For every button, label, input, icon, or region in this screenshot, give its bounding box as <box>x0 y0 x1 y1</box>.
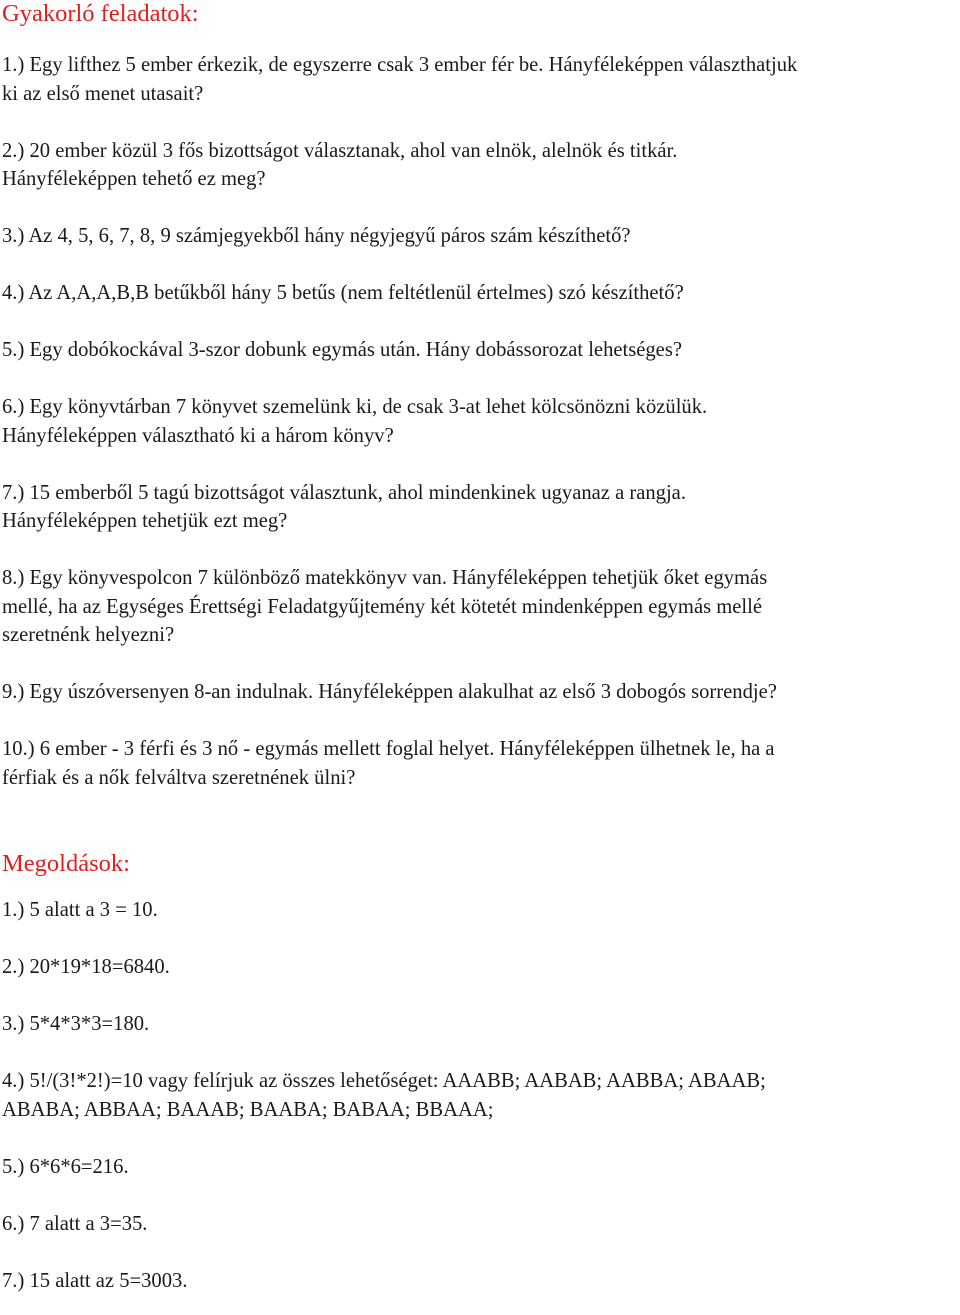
exercise-line: Hányféleképpen választható ki a három könyv? <box>2 424 394 447</box>
solution-item <box>2 1067 952 1124</box>
exercise-item <box>2 678 952 707</box>
solution-line: 2.) 20*19*18=6840. <box>2 956 170 978</box>
solution-line: 6.) 7 alatt a 3=35. <box>2 1212 148 1235</box>
solution-line: 7.) 15 alatt az 5=3003. <box>2 1269 188 1292</box>
exercise-item <box>2 137 952 194</box>
solution-item <box>2 953 952 982</box>
exercise-item <box>2 393 952 450</box>
exercise-line: Hányféleképpen tehetjük ezt meg? <box>2 510 288 532</box>
exercise-line: mellé, ha az Egységes Érettségi Feladatgyűjtemény két kötetét mindenképpen egymás mellé <box>2 595 762 618</box>
solution-item <box>2 1010 952 1039</box>
solution-item <box>2 896 952 925</box>
solution-line: 3.) 5*4*3*3=180. <box>2 1013 150 1035</box>
exercise-line: 6.) Egy könyvtárban 7 könyvet szemelünk ki, de csak 3-at lehet kölcsönözni közülük. <box>2 396 708 418</box>
exercise-item <box>2 564 952 650</box>
exercise-line: 7.) 15 emberből 5 tagú bizottságot választunk, ahol mindenkinek ugyanaz a rangja. <box>2 481 686 504</box>
exercise-line: 2.) 20 ember közül 3 fős bizottságot választanak, ahol van elnök, alelnök és titkár. <box>2 139 678 162</box>
exercise-line: 3.) Az 4, 5, 6, 7, 8, 9 számjegyekből hány négyjegyű páros szám készíthető? <box>2 225 631 247</box>
exercise-line: 8.) Egy könyvespolcon 7 különböző matekkönyv van. Hányféleképpen tehetjük őket egymás <box>2 567 768 589</box>
exercise-line: 5.) Egy dobókockával 3-szor dobunk egymás után. Hány dobássorozat lehetséges? <box>2 339 682 361</box>
exercise-line: 9.) Egy úszóversenyen 8-an indulnak. Hányféleképpen alakulhat az első 3 dobogós sorrendje? <box>2 681 777 703</box>
exercise-line: férfiak és a nők felváltva szeretnének ülni? <box>2 766 356 789</box>
solution-item <box>2 1153 952 1182</box>
exercise-line: 1.) Egy lifthez 5 ember érkezik, de egyszerre csak 3 ember fér be. Hányféleképpen választhatjuk <box>2 54 798 76</box>
exercise-list <box>2 51 952 792</box>
solution-line: 5.) 6*6*6=216. <box>2 1155 129 1178</box>
exercise-line: Hányféleképpen tehető ez meg? <box>2 168 266 190</box>
solution-line: ABABA; ABBAA; BAAAB; BAABA; BABAA; BBAAA; <box>2 1098 494 1121</box>
exercise-item <box>2 336 952 365</box>
solution-line: 1.) 5 alatt a 3 = 10. <box>2 899 158 921</box>
solutions-heading: Megoldások: <box>2 850 130 877</box>
solution-list <box>2 896 952 1295</box>
exercise-item <box>2 479 952 536</box>
exercise-item <box>2 735 952 792</box>
solution-item <box>2 1267 952 1296</box>
solution-line: 4.) 5!/(3!*2!)=10 vagy felírjuk az összes lehetőséget: AAABB; AABAB; AABBA; ABAAB; <box>2 1070 766 1092</box>
exercises-heading: Gyakorló feladatok: <box>2 0 199 27</box>
document-page <box>2 0 952 1295</box>
exercise-line: ki az első menet utasait? <box>2 82 204 105</box>
exercise-line: 4.) Az A,A,A,B,B betűkből hány 5 betűs (nem feltétlenül értelmes) szó készíthető? <box>2 282 684 304</box>
exercise-line: 10.) 6 ember - 3 férfi és 3 nő - egymás mellett foglal helyet. Hányféleképpen ülhetnek le, ha a <box>2 738 775 760</box>
exercise-item <box>2 279 952 308</box>
exercise-item <box>2 222 952 251</box>
exercise-line: szeretnénk helyezni? <box>2 624 175 646</box>
solution-item <box>2 1210 952 1239</box>
exercise-item <box>2 51 952 108</box>
